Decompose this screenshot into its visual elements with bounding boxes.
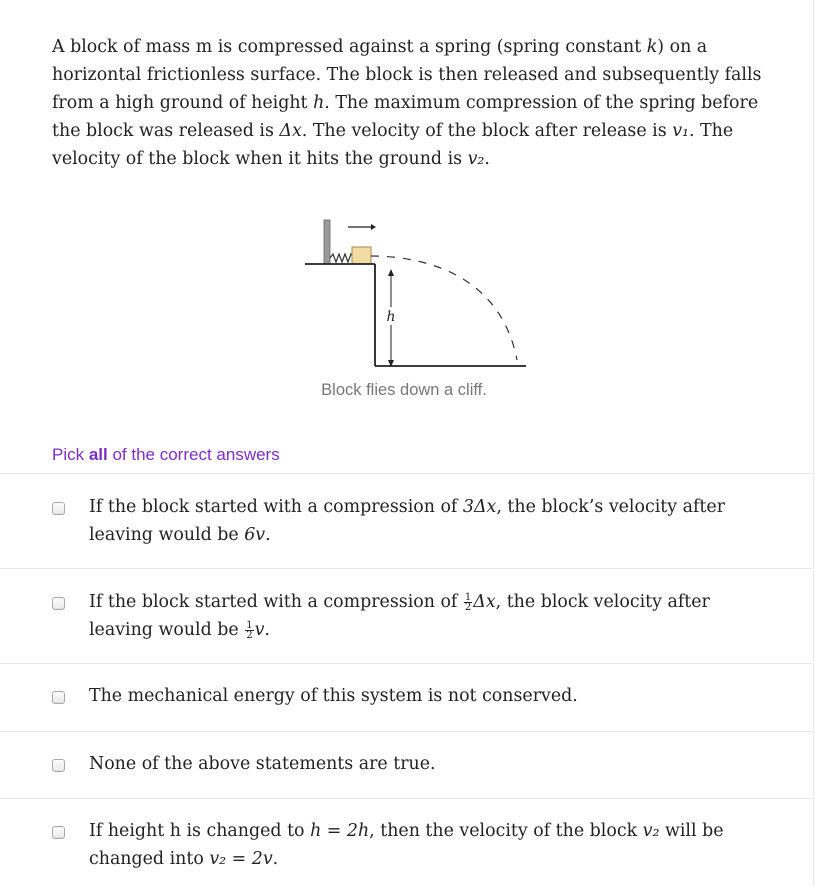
- fraction-one-half: $\frac{1}{2}$: [246, 620, 253, 641]
- divider: [0, 568, 812, 569]
- block: [352, 247, 371, 264]
- symbol-v2: v₂: [467, 149, 485, 169]
- problem-statement: A block of mass m is compressed against a spring (spring constant k) on a horizontal frictionless surface. The block is then released and subsequently falls from a high ground of height h. The maximum compression of the spring before the block was released is Δx. The velocity of the block after release is v₁. The velocity of the block when it hits the ground is v₂.: [52, 37, 762, 169]
- velocity-arrowhead: [371, 224, 376, 230]
- symbol-h: h: [313, 93, 325, 113]
- option-2-checkbox[interactable]: [52, 597, 65, 610]
- divider: [0, 731, 812, 732]
- symbol-v1: v₁: [672, 121, 689, 141]
- fraction-one-half: $\frac{1}{2}$: [464, 592, 472, 613]
- option-2-label: If the block started with a compression of $\frac{1}{2}$ Δx, the block velocity after leaving would be $\frac{1}{2}$ v.: [89, 592, 710, 641]
- option-1-label: If the block started with a compression of 3Δx, the block’s velocity after leaving would be 6v.: [89, 497, 726, 545]
- cliff-diagram-svg: [300, 210, 540, 370]
- option-4-checkbox[interactable]: [52, 759, 65, 772]
- wall: [324, 220, 330, 264]
- option-5-checkbox[interactable]: [52, 826, 65, 839]
- option-3-label: The mechanical energy of this system is not conserved.: [89, 686, 578, 706]
- page-right-border: [813, 0, 814, 886]
- cliff-diagram: [300, 210, 540, 374]
- height-arrow-top: [388, 269, 394, 276]
- symbol-delta-x: Δx: [279, 121, 302, 141]
- height-label: h: [386, 309, 396, 325]
- answer-instruction: Pick all of the correct answers: [52, 445, 280, 464]
- divider: [0, 663, 812, 664]
- option-3-checkbox[interactable]: [52, 691, 65, 704]
- divider: [0, 798, 812, 799]
- option-5-label: If height h is changed to h = 2h, then the velocity of the block v₂ will be changed into v₂ = 2v.: [89, 821, 724, 869]
- option-1-checkbox[interactable]: [52, 502, 65, 515]
- symbol-k: k: [646, 37, 658, 57]
- figure-caption: Block flies down a cliff.: [321, 381, 487, 399]
- divider: [0, 473, 812, 474]
- option-4-label: None of the above statements are true.: [89, 754, 436, 774]
- spring: [330, 254, 354, 262]
